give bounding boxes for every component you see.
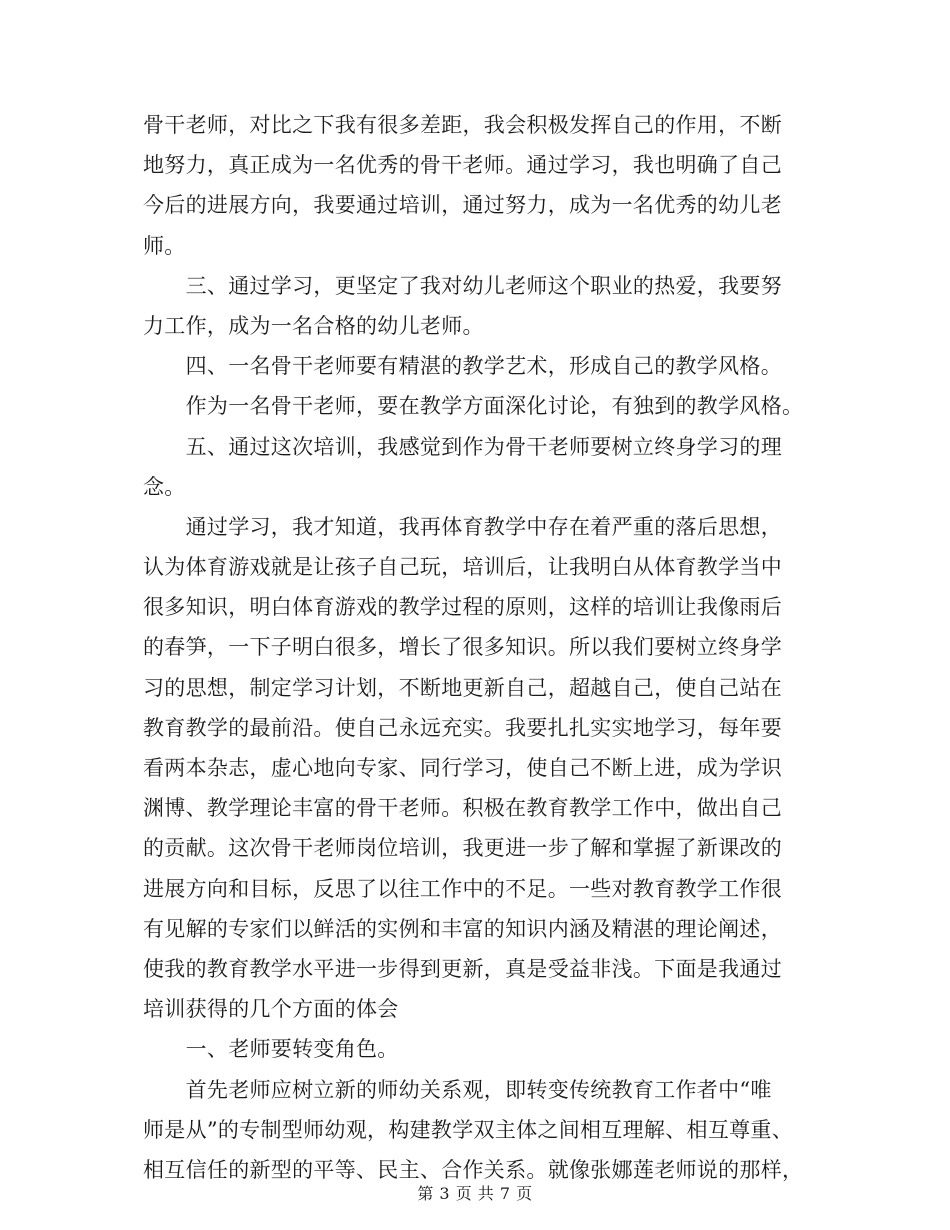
- text-line: 看两本杂志，虚心地向专家、同行学习，使自己不断上进，成为学识: [143, 756, 782, 780]
- page-footer: [0, 1181, 950, 1204]
- text-line: 相互信任的新型的平等、民主、合作关系。就像张娜莲老师说的那样，: [143, 1157, 804, 1182]
- text-line: 使我的教育教学水平进一步得到更新，真是受益非浅。下面是我通过: [143, 956, 782, 981]
- text-line: 一、老师要转变角色。: [143, 1037, 399, 1062]
- text-line: 教育教学的最前沿。使自己永远充实。我要扎扎实实地学习，每年要: [143, 715, 782, 740]
- text-line: 今后的进展方向，我要通过培训，通过努力，成为一名优秀的幼儿老: [143, 193, 782, 218]
- text-line: 骨干老师，对比之下我有很多差距，我会积极发挥自己的作用，不断: [143, 113, 782, 137]
- text-line: 地努力，真正成为一名优秀的骨干老师。通过学习，我也明确了自己: [143, 153, 782, 178]
- text-line: 作为一名骨干老师，要在教学方面深化讨论，有独到的教学风格。: [143, 394, 804, 419]
- document-body: [143, 105, 813, 1190]
- text-line: 五、通过这次培训，我感觉到作为骨干老师要树立终身学习的理: [143, 434, 782, 459]
- page-number: 第 3 页 共 7 页: [417, 1184, 533, 1203]
- text-line: 通过学习，我才知道，我再体育教学中存在着严重的落后思想，: [143, 514, 782, 539]
- text-line: 认为体育游戏就是让孩子自己玩，培训后，让我明白从体育教学当中: [143, 555, 782, 580]
- text-line: 培训获得的几个方面的体会: [143, 997, 399, 1022]
- text-line: 三、通过学习，更坚定了我对幼儿老师这个职业的热爱，我要努: [143, 273, 782, 298]
- text-line: 念。: [143, 474, 186, 499]
- text-line: 的春笋，一下子明白很多，增长了很多知识。所以我们要树立终身学: [143, 635, 782, 660]
- text-line: 的贡献。这次骨干老师岗位培训，我更进一步了解和掌握了新课改的: [143, 836, 782, 861]
- text-line: 渊博、教学理论丰富的骨干老师。积极在教育教学工作中，做出自己: [143, 796, 782, 821]
- text-line: 四、一名骨干老师要有精湛的教学艺术，形成自己的教学风格。: [143, 354, 782, 379]
- text-line: 师是从”的专制型师幼观，构建教学双主体之间相互理解、相互尊重、: [143, 1117, 794, 1142]
- text-line: 进展方向和目标，反思了以往工作中的不足。一些对教育教学工作很: [143, 876, 782, 901]
- text-line: 习的思想，制定学习计划，不断地更新自己，超越自己，使自己站在: [143, 675, 782, 700]
- text-line: 师。: [143, 233, 186, 258]
- text-line: 力工作，成为一名合格的幼儿老师。: [143, 313, 484, 338]
- text-line: 很多知识，明白体育游戏的教学过程的原则，这样的培训让我像雨后: [143, 595, 782, 620]
- text-line: 有见解的专家们以鲜活的实例和丰富的知识内涵及精湛的理论阐述，: [143, 916, 782, 941]
- text-line: 首先老师应树立新的师幼关系观，即转变传统教育工作者中“唯: [143, 1077, 772, 1102]
